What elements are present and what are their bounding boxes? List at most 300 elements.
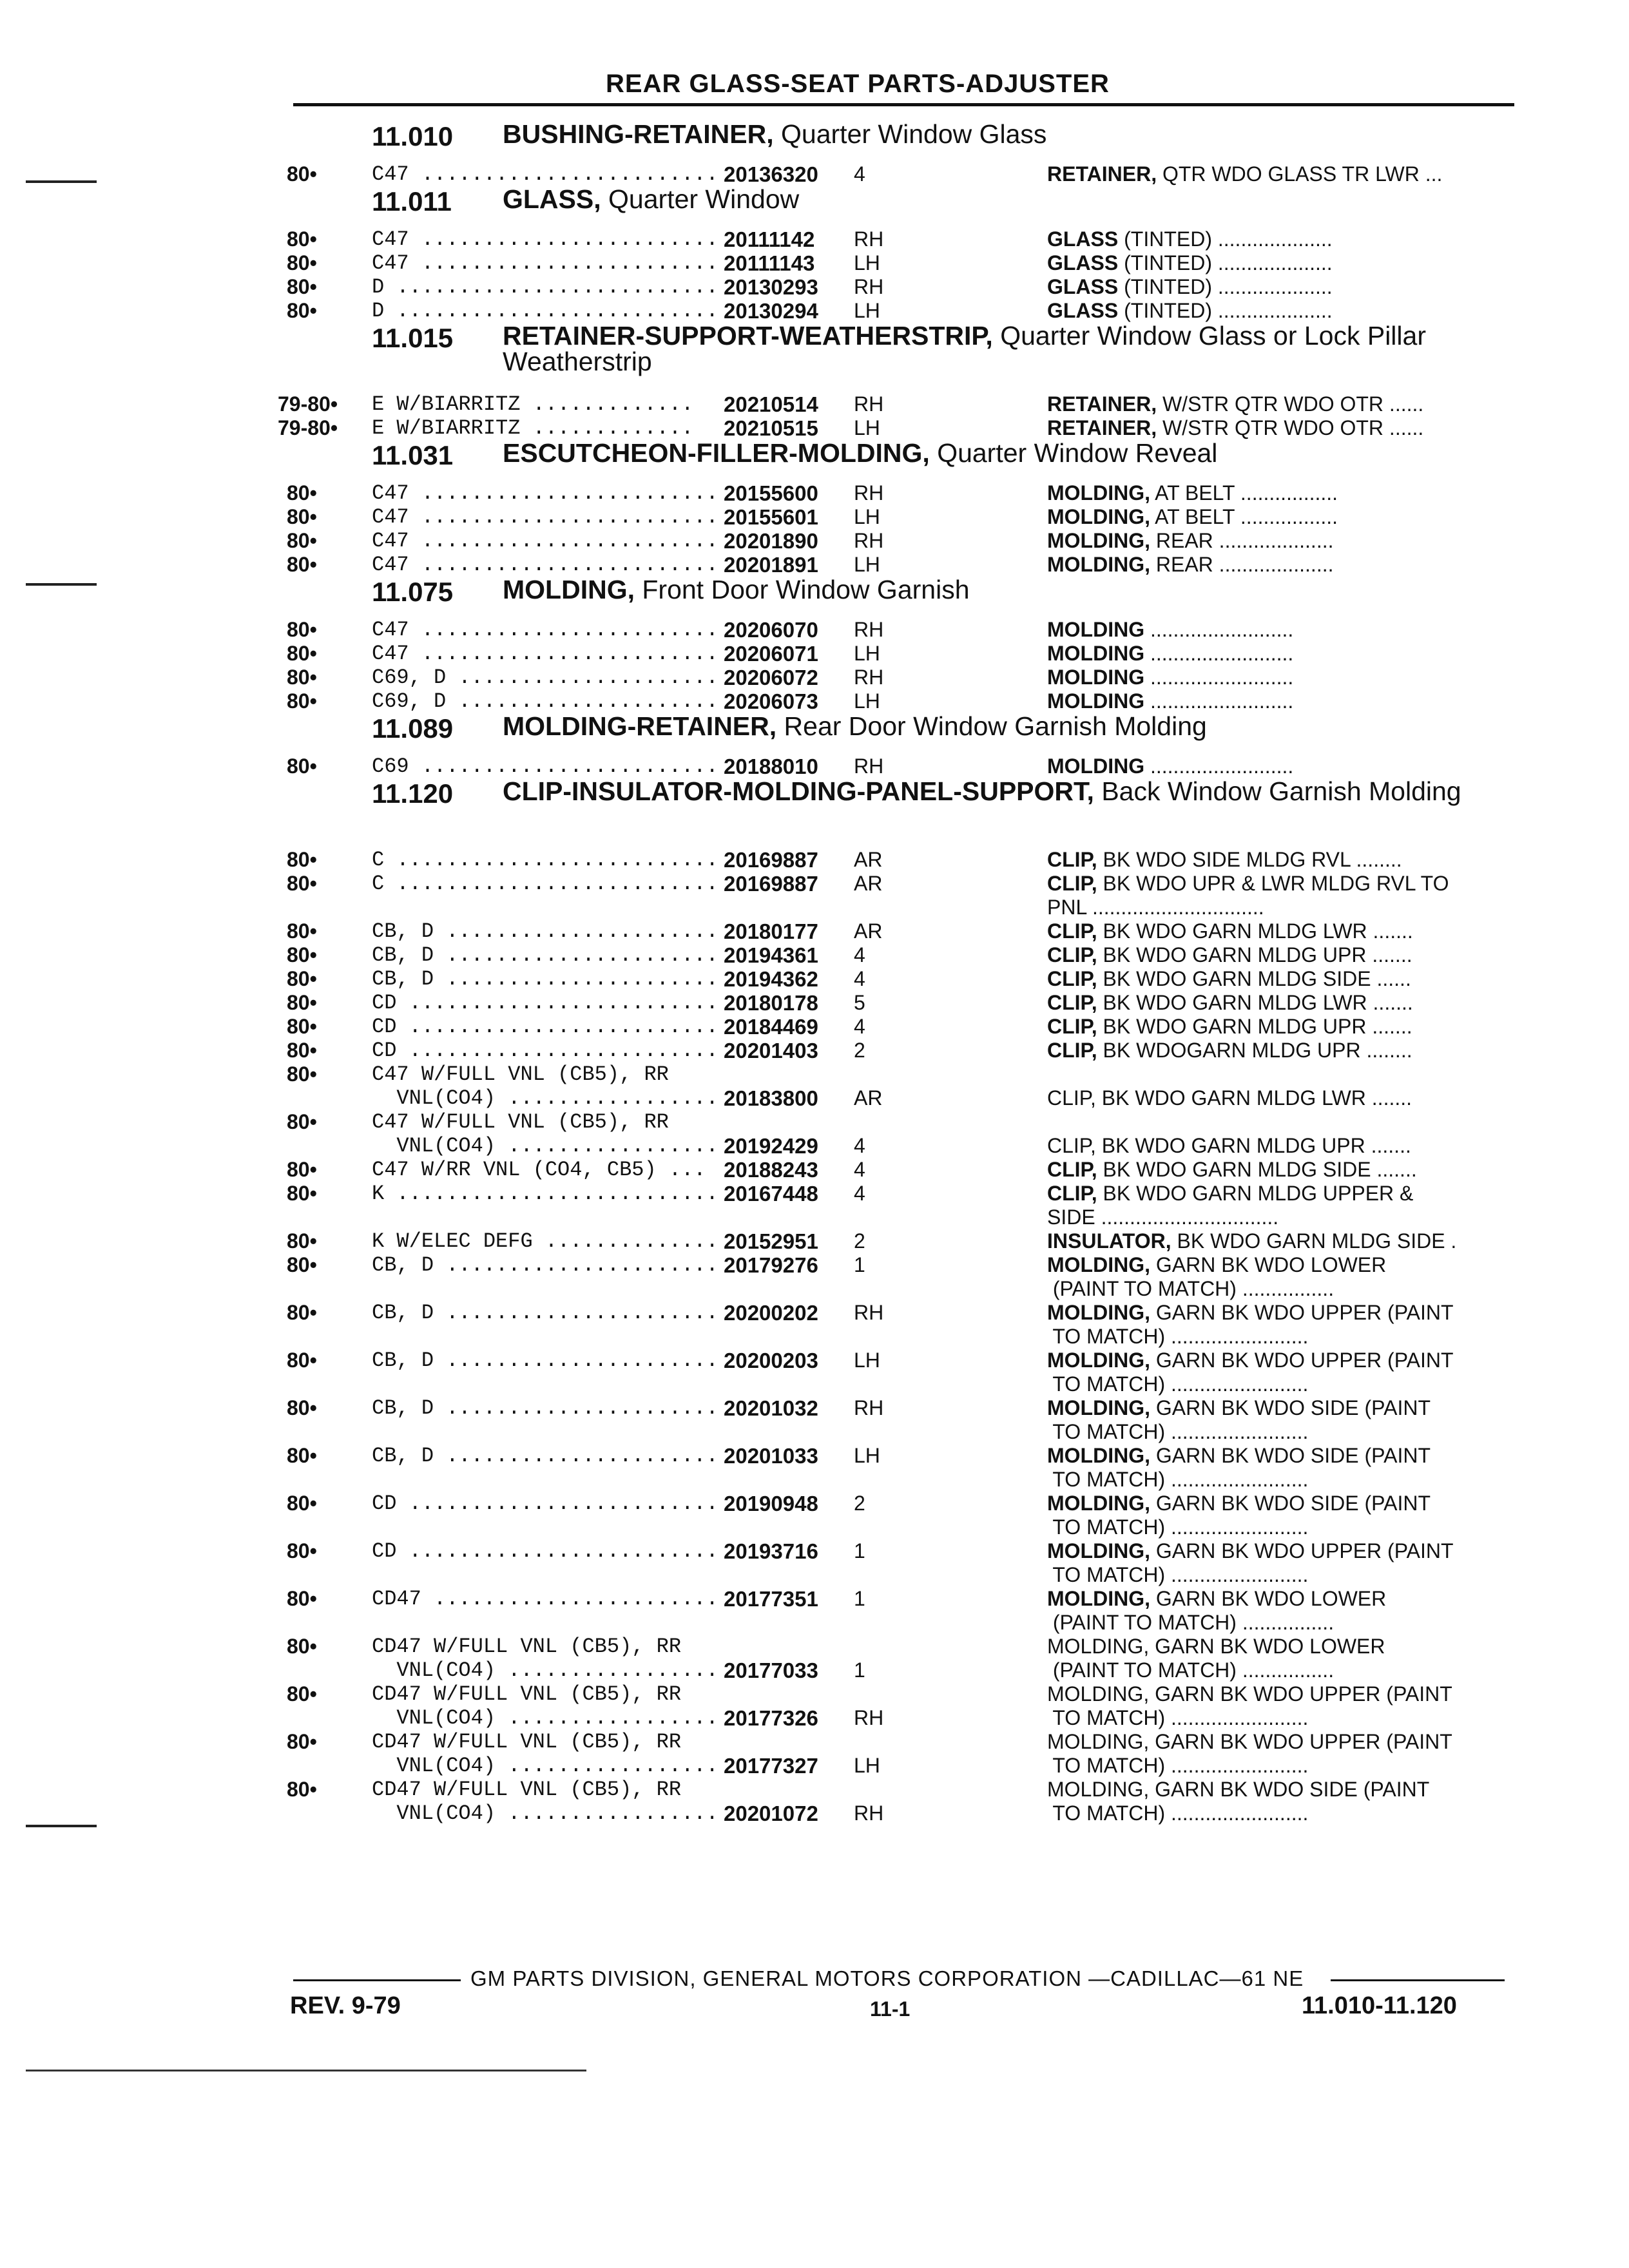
description-keyword: MOLDING, [1047,1253,1150,1276]
description-text: QTR WDO GLASS TR LWR ... [1157,162,1443,186]
section-header [287,186,1518,227]
model-application: C .......................... [372,848,718,872]
description-keyword: MOLDING, [1047,1539,1150,1562]
description-keyword: RETAINER, [1047,416,1157,439]
table-row [287,991,1518,1015]
description-text: GARN BK WDO UPPER (PAINT [1150,1301,1454,1324]
table-row [287,299,1518,323]
part-number: 20130293 [724,275,818,299]
model-year: 80• [287,618,317,641]
section-title-description: Quarter Window [601,184,800,214]
part-number: 20136320 [724,162,818,186]
part-description [1047,872,1511,919]
table-row [287,848,1518,872]
description-keyword: MOLDING, [1047,1301,1150,1324]
section-title-keyword: BUSHING-RETAINER, [503,119,774,149]
description-keyword: GLASS [1047,251,1119,274]
section-title-description: Front Door Window Garnish [634,575,970,604]
description-continuation: TO MATCH) ........................ [1047,1468,1309,1491]
section-header [287,778,1518,848]
description-line: TO MATCH) ........................ [1047,1802,1309,1825]
table-row [287,967,1518,991]
quantity: 4 [854,1158,865,1181]
description-text: REAR .................... [1150,529,1334,552]
description-line: TO MATCH) ........................ [1047,1706,1309,1729]
quantity: 2 [854,1039,865,1062]
table-row [287,1182,1518,1229]
description-line: MOLDING, GARN BK WDO UPPER (PAINT [1047,1682,1452,1706]
model-application: CB, D ...................... [372,1301,718,1325]
model-year: 80• [287,251,317,274]
model-application: E W/BIARRITZ ............. [372,392,694,416]
part-number: 20210515 [724,416,818,440]
section-header [287,577,1518,618]
model-application: C69, D ..................... [372,689,718,713]
model-year: 80• [287,1253,317,1276]
part-description [1047,666,1511,689]
footer-corporation: GM PARTS DIVISION, GENERAL MOTORS CORPORATION —CADILLAC—61 NE [470,1966,1304,1990]
description-text: GARN BK WDO SIDE (PAINT [1150,1492,1431,1515]
model-year: 80• [287,848,317,871]
part-number: 20201032 [724,1396,818,1420]
table-row [278,392,1518,416]
description-keyword: CLIP, [1047,1015,1097,1038]
section-title [503,440,1521,466]
model-year: 80• [287,1182,317,1205]
part-number: 20177327 [724,1754,818,1778]
part-number: 20201891 [724,553,818,577]
table-row [287,505,1518,529]
part-number: 20193716 [724,1539,818,1563]
table-row [287,943,1518,967]
model-application: CD47 W/FULL VNL (CB5), RR VNL(CO4) ................. [372,1682,718,1730]
description-continuation: TO MATCH) ........................ [1047,1372,1309,1396]
model-application: CD47 W/FULL VNL (CB5), RR VNL(CO4) ................. [372,1730,718,1778]
quantity: LH [854,1349,880,1372]
model-year: 80• [287,872,317,895]
quantity: 1 [854,1253,865,1276]
table-row [287,689,1518,713]
part-number: 20167448 [724,1182,818,1206]
part-number: 20152951 [724,1229,818,1253]
title-rule [293,103,1514,106]
model-application: CB, D ...................... [372,1396,718,1420]
part-description [1047,1587,1511,1635]
description-keyword: MOLDING, [1047,481,1150,505]
model-year: 80• [287,1444,317,1467]
description-line: MOLDING, GARN BK WDO LOWER [1047,1635,1385,1658]
model-application: C47 ........................ [372,227,718,251]
part-description [1047,251,1511,275]
description-keyword: CLIP, [1047,943,1097,966]
model-year: 80• [287,1110,317,1133]
section-title [503,778,1521,804]
quantity: RH [854,1802,884,1825]
model-year: 80• [287,553,317,576]
description-continuation: PNL .............................. [1047,896,1264,919]
part-description [1047,1635,1511,1682]
description-text: BK WDO GARN MLDG UPR ....... [1097,943,1412,966]
part-description [1047,991,1511,1015]
footer-rule [1331,1979,1505,1981]
part-number: 20194361 [724,943,818,967]
quantity: RH [854,481,884,505]
model-year: 80• [287,1587,317,1610]
description-text: BK WDO UPR & LWR MLDG RVL TO [1097,872,1449,895]
description-text: BK WDO GARN MLDG LWR ....... [1097,919,1413,943]
part-description [1047,162,1511,186]
model-application: C47 ........................ [372,642,718,666]
part-description [1047,416,1511,440]
description-keyword: MOLDING [1047,618,1145,641]
model-year: 80• [287,1229,317,1253]
table-row [287,227,1518,251]
section-number: 11.075 [372,577,454,607]
section-title-description: Rear Door Window Garnish Molding [776,711,1207,741]
part-number: 20177351 [724,1587,818,1611]
quantity: RH [854,1706,884,1729]
description-text: GARN BK WDO UPPER (PAINT [1150,1539,1454,1562]
part-description [1047,529,1511,553]
model-year: 80• [287,991,317,1014]
description-continuation: TO MATCH) ........................ [1047,1563,1309,1586]
table-row [287,666,1518,689]
quantity: LH [854,299,880,322]
quantity: RH [854,529,884,552]
model-year: 80• [287,505,317,528]
model-application: CB, D ...................... [372,943,718,967]
section-number: 11.031 [372,440,454,470]
table-row [287,1635,1518,1682]
model-year: 80• [287,275,317,298]
table-row [278,416,1518,440]
table-row [287,251,1518,275]
section-number: 11.089 [372,713,454,744]
part-number: 20180177 [724,919,818,943]
part-number: 20184469 [724,1015,818,1039]
model-application: C47 ........................ [372,553,718,577]
model-application: CD47 ....................... [372,1587,718,1611]
model-application: K .......................... [372,1182,718,1206]
part-description [1047,967,1511,991]
quantity: LH [854,689,880,713]
section-title-description: Quarter Window Reveal [929,438,1218,468]
model-year: 80• [287,642,317,665]
part-description [1047,1015,1511,1039]
description-keyword: CLIP, [1047,872,1097,895]
description-text: AT BELT ................. [1150,481,1338,505]
table-row [287,1039,1518,1062]
description-keyword: MOLDING, [1047,505,1150,528]
table-row [287,1444,1518,1492]
model-year: 80• [287,162,317,186]
quantity: RH [854,1396,884,1419]
part-description [1047,1229,1511,1253]
parts-list [278,119,1518,1825]
model-application: CB, D ...................... [372,967,718,991]
description-text: W/STR QTR WDO OTR ...... [1157,392,1424,416]
description-text: BK WDO SIDE MLDG RVL ........ [1097,848,1402,871]
quantity: 1 [854,1658,865,1682]
description-keyword: CLIP, [1047,967,1097,990]
model-application: CD ......................... [372,991,718,1015]
quantity: LH [854,553,880,576]
model-application: CD ......................... [372,1492,718,1515]
section-number: 11.010 [372,121,454,151]
part-description [1047,1396,1511,1444]
table-row [287,1778,1518,1825]
description-keyword: CLIP, [1047,1158,1097,1181]
description-text: (TINTED) .................... [1118,227,1333,251]
quantity: 4 [854,1015,865,1038]
quantity: AR [854,1086,883,1110]
quantity: 4 [854,1182,865,1205]
table-row [287,481,1518,505]
description-line: MOLDING, GARN BK WDO UPPER (PAINT [1047,1730,1452,1753]
model-year: 80• [287,1301,317,1324]
quantity: AR [854,919,883,943]
quantity: RH [854,618,884,641]
model-application: C47 W/RR VNL (CO4, CB5) ... [372,1158,706,1182]
quantity: RH [854,392,884,416]
part-description [1047,1110,1511,1158]
part-number: 20192429 [724,1134,818,1158]
part-number: 20183800 [724,1086,818,1110]
quantity: RH [854,754,884,778]
section-title-keyword: GLASS, [503,184,601,214]
part-number: 20194362 [724,967,818,991]
part-description [1047,1539,1511,1587]
table-row [287,919,1518,943]
model-year: 80• [287,1396,317,1419]
table-row [287,1110,1518,1158]
section-title [503,577,1521,602]
part-number: 20201403 [724,1039,818,1062]
model-year: 80• [287,1062,317,1086]
description-text: ......................... [1144,689,1294,713]
description-text: (TINTED) .................... [1118,275,1333,298]
quantity: LH [854,416,880,439]
section-number: 11.011 [372,186,452,216]
part-description [1047,1182,1511,1229]
model-year: 79-80• [278,392,338,416]
section-header [287,323,1518,392]
model-application: C47 ........................ [372,505,718,529]
model-application: C47 ........................ [372,162,718,186]
quantity: 4 [854,162,865,186]
table-row [287,1158,1518,1182]
section-title-keyword: MOLDING-RETAINER, [503,711,777,741]
quantity: 5 [854,991,865,1014]
part-description [1047,1682,1511,1730]
table-row [287,529,1518,553]
part-description [1047,1039,1511,1062]
part-description [1047,943,1511,967]
model-application: C69, D ..................... [372,666,718,689]
quantity: 2 [854,1229,865,1253]
part-number: 20130294 [724,299,818,323]
description-text: GARN BK WDO SIDE (PAINT [1150,1396,1431,1419]
table-row [287,1062,1518,1110]
model-application: CD ......................... [372,1015,718,1039]
margin-mark [26,1825,97,1827]
description-text: REAR .................... [1150,553,1334,576]
description-text: (TINTED) .................... [1118,299,1333,322]
quantity: 4 [854,967,865,990]
quantity: 4 [854,943,865,966]
description-keyword: CLIP, [1047,919,1097,943]
table-row [287,872,1518,919]
description-text: GARN BK WDO LOWER [1150,1587,1387,1610]
description-keyword: RETAINER, [1047,162,1157,186]
part-description [1047,505,1511,529]
model-year: 80• [287,529,317,552]
part-description [1047,919,1511,943]
footer-section-range: 11.010-11.120 [1302,1992,1457,2019]
section-number: 11.015 [372,323,454,353]
table-row [287,275,1518,299]
description-text: BK WDO GARN MLDG SIDE ...... [1097,967,1411,990]
quantity: AR [854,848,883,871]
table-row [287,1730,1518,1778]
model-application: C47 ........................ [372,251,718,275]
part-description [1047,1301,1511,1349]
part-number: 20200203 [724,1349,818,1372]
quantity: 1 [854,1587,865,1610]
quantity: RH [854,275,884,298]
quantity: LH [854,505,880,528]
description-keyword: MOLDING, [1047,529,1150,552]
description-text: (TINTED) .................... [1118,251,1333,274]
description-keyword: MOLDING, [1047,1492,1150,1515]
description-text: AT BELT ................. [1150,505,1338,528]
part-number: 20169887 [724,872,818,896]
part-number: 20111143 [724,251,815,275]
description-keyword: INSULATOR, [1047,1229,1171,1253]
footer-page-number: 11-1 [870,1997,911,2021]
part-number: 20206071 [724,642,818,666]
description-keyword: MOLDING, [1047,1587,1150,1610]
model-application: C69 ........................ [372,754,718,778]
model-year: 80• [287,227,317,251]
description-keyword: MOLDING [1047,754,1145,778]
part-description [1047,1778,1511,1825]
part-number: 20206070 [724,618,818,642]
description-text: W/STR QTR WDO OTR ...... [1157,416,1424,439]
table-row [287,754,1518,778]
table-row [287,642,1518,666]
part-description [1047,1349,1511,1396]
part-number: 20201072 [724,1802,818,1825]
model-application: CD ......................... [372,1539,718,1563]
part-description [1047,1444,1511,1492]
description-text: BK WDO GARN MLDG SIDE . [1171,1229,1457,1253]
part-description [1047,1730,1511,1778]
description-line: MOLDING, GARN BK WDO SIDE (PAINT [1047,1778,1430,1801]
part-number: 20210514 [724,392,818,416]
description-text: GARN BK WDO SIDE (PAINT [1150,1444,1431,1467]
description-keyword: MOLDING, [1047,553,1150,576]
quantity: 4 [854,1134,865,1157]
description-continuation: TO MATCH) ........................ [1047,1420,1309,1443]
quantity: RH [854,1301,884,1324]
table-row [287,1015,1518,1039]
description-line: (PAINT TO MATCH) ................ [1047,1658,1335,1682]
model-year: 80• [287,919,317,943]
section-title-keyword: CLIP-INSULATOR-MOLDING-PANEL-SUPPORT, [503,776,1094,806]
description-keyword: MOLDING, [1047,1396,1150,1419]
model-application: CB, D ...................... [372,1349,718,1372]
description-keyword: CLIP, [1047,991,1097,1014]
part-number: 20155601 [724,505,818,529]
part-number: 20206073 [724,689,818,713]
section-title-keyword: ESCUTCHEON-FILLER-MOLDING, [503,438,930,468]
section-number: 11.120 [372,778,454,809]
quantity: RH [854,227,884,251]
part-description [1047,481,1511,505]
description-continuation: TO MATCH) ........................ [1047,1325,1309,1348]
part-description [1047,848,1511,872]
description-continuation: SIDE ............................... [1047,1206,1279,1229]
description-text: BK WDOGARN MLDG UPR ........ [1097,1039,1412,1062]
part-number: 20188010 [724,754,818,778]
description-continuation: (PAINT TO MATCH) ................ [1047,1611,1335,1634]
table-row [287,1539,1518,1587]
description-text: ......................... [1144,618,1294,641]
description-keyword: MOLDING, [1047,1349,1150,1372]
model-year: 80• [287,1492,317,1515]
description-keyword: GLASS [1047,227,1119,251]
quantity: LH [854,642,880,665]
quantity: LH [854,251,880,274]
model-application: C47 W/FULL VNL (CB5), RR VNL(CO4) ................. [372,1110,718,1158]
table-row [287,618,1518,642]
part-description [1047,618,1511,642]
part-number: 20177326 [724,1706,818,1730]
section-header [287,440,1518,481]
description-text: CLIP, BK WDO GARN MLDG UPR ....... [1047,1134,1411,1157]
model-year: 80• [287,689,317,713]
part-description [1047,1492,1511,1539]
quantity: RH [854,666,884,689]
quantity: 2 [854,1492,865,1515]
section-title-keyword: MOLDING, [503,575,635,604]
model-application: C47 ........................ [372,481,718,505]
part-description [1047,1158,1511,1182]
model-year: 80• [287,1730,317,1753]
description-continuation: (PAINT TO MATCH) ................ [1047,1277,1335,1300]
part-description [1047,392,1511,416]
model-application: CD47 W/FULL VNL (CB5), RR VNL(CO4) ................. [372,1635,718,1682]
model-application: K W/ELEC DEFG .............. [372,1229,718,1253]
model-application: D .......................... [372,299,718,323]
quantity: 1 [854,1539,865,1562]
model-year: 80• [287,1015,317,1038]
part-description [1047,1062,1511,1110]
description-text: GARN BK WDO LOWER [1150,1253,1387,1276]
description-keyword: MOLDING, [1047,1444,1150,1467]
page-title: REAR GLASS-SEAT PARTS-ADJUSTER [606,70,1110,98]
section-title [503,121,1521,147]
part-number: 20169887 [724,848,818,872]
description-text: ......................... [1144,754,1294,778]
model-year: 80• [287,1349,317,1372]
description-keyword: RETAINER, [1047,392,1157,416]
section-title-description: Quarter Window Glass or Lock Pillar Weatherstrip [503,321,1426,376]
table-row [287,1253,1518,1301]
description-keyword: CLIP, [1047,1039,1097,1062]
description-text: BK WDO GARN MLDG LWR ....... [1097,991,1413,1014]
